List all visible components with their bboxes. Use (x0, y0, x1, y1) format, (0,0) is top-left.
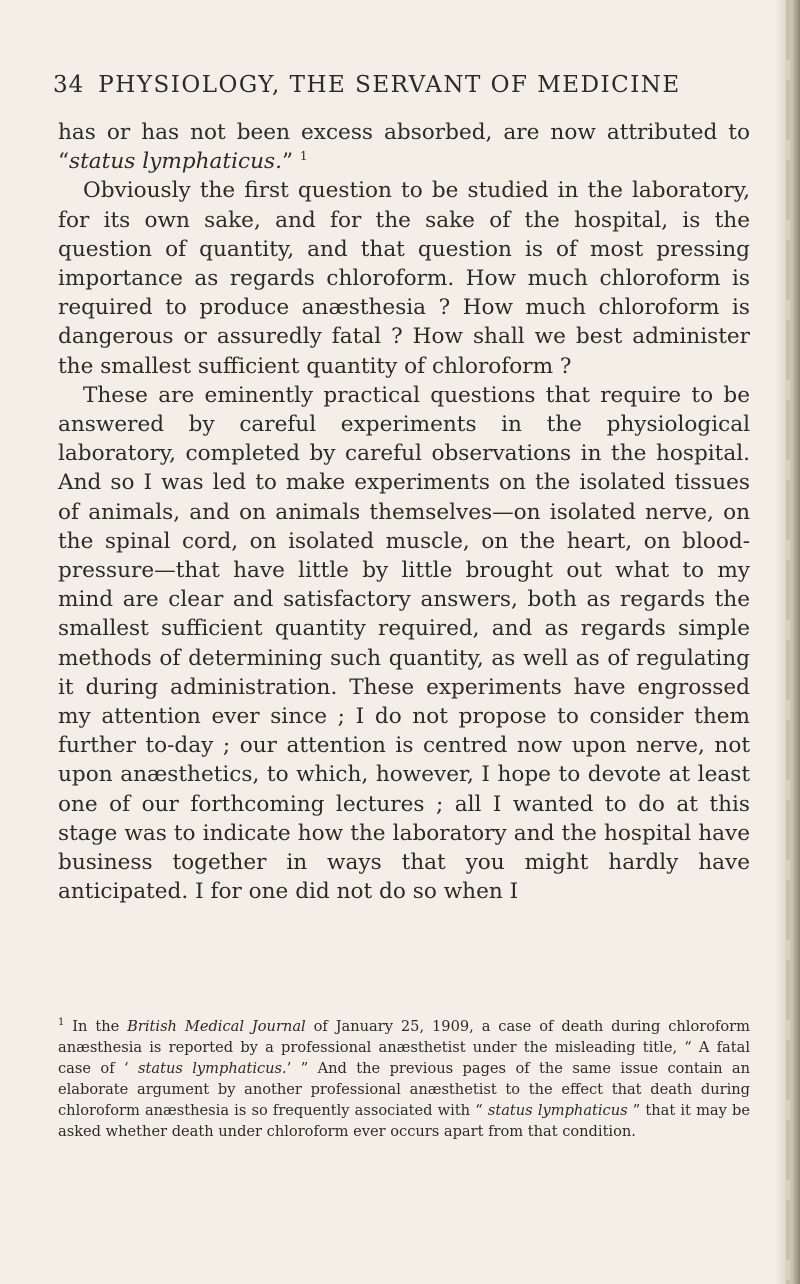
footnote-text-3: ’ ” And the previous pages of the same issue contain an elaborate argument by another professional anæsthetist to the effect that death during chloroform anæsthesia is so frequently associated with “ (58, 1060, 750, 1120)
paragraph-3: These are eminently practical questions that require to be answered by careful experiments in the physiological laboratory, completed by careful observations in the hospital. And so I was led to make experiments on the isolated tissues of animals, and on animals themselves—on isolated nerve, on the spinal cord, on isolated muscle, on the heart, on blood-pressure—that have little by little brought out what to my mind are clear and satisfactory answers, both as regards the smallest sufficient quantity required, and as regards simple methods of determining such quantity, as well as of regulating it during administration. These experiments have engrossed my attention ever since ; I do not propose to consider them further to-day ; our attention is centred now upon nerve, not upon anæsthetics, to which, however, I hope to devote at least one of our forthcoming lectures ; all I wanted to do at this stage was to indicate how the laboratory and the hospital have business together in ways that you might hardly have anticipated. I for one did not do so when I (58, 382, 750, 905)
running-head (53, 72, 753, 98)
footnote-text-2: of January 25, 1909, a case of death during chloroform anæsthesia is reported by a professional anæsthetist under the misleading title, “ A fatal case of ‘ (58, 1018, 750, 1078)
page-number: 34 (53, 72, 85, 98)
body-text (58, 118, 750, 906)
paragraph-1-italic: status lymphaticus. (69, 149, 282, 175)
page-edge-shadow (786, 0, 790, 1284)
footnote-text-4: ” that it may be asked whether death under chloroform ever occurs apart from that condition. (58, 1102, 751, 1141)
footnote (58, 1016, 750, 1143)
footnote-mark: 1 (58, 1017, 65, 1029)
paragraph-2: Obviously the first question to be studied in the laboratory, for its own sake, and for the sake of the hospital, is the question of quantity, and that question is of most pressing importance as regards chloroform. How much chloroform is required to produce anæsthesia ? How much chloroform is dangerous or assuredly fatal ? How shall we best administer the smallest sufficient quantity of chloroform ? (58, 178, 750, 379)
paragraph-1-text: has or has not been excess absorbed, are now attributed to “ (58, 120, 750, 175)
paragraph-1 (58, 118, 750, 176)
footnote-text-1: In the (64, 1018, 128, 1035)
footnote-italic-2: status lymphaticus. (138, 1060, 287, 1078)
footnote-reference: 1 (299, 149, 308, 164)
footnote-journal: British Medical Journal (127, 1018, 306, 1035)
paragraph-1-close-quote: ” (281, 149, 293, 175)
footnote-italic-3: status lymphaticus (487, 1102, 628, 1120)
running-title: PHYSIOLOGY, THE SERVANT OF MEDICINE (98, 72, 681, 98)
